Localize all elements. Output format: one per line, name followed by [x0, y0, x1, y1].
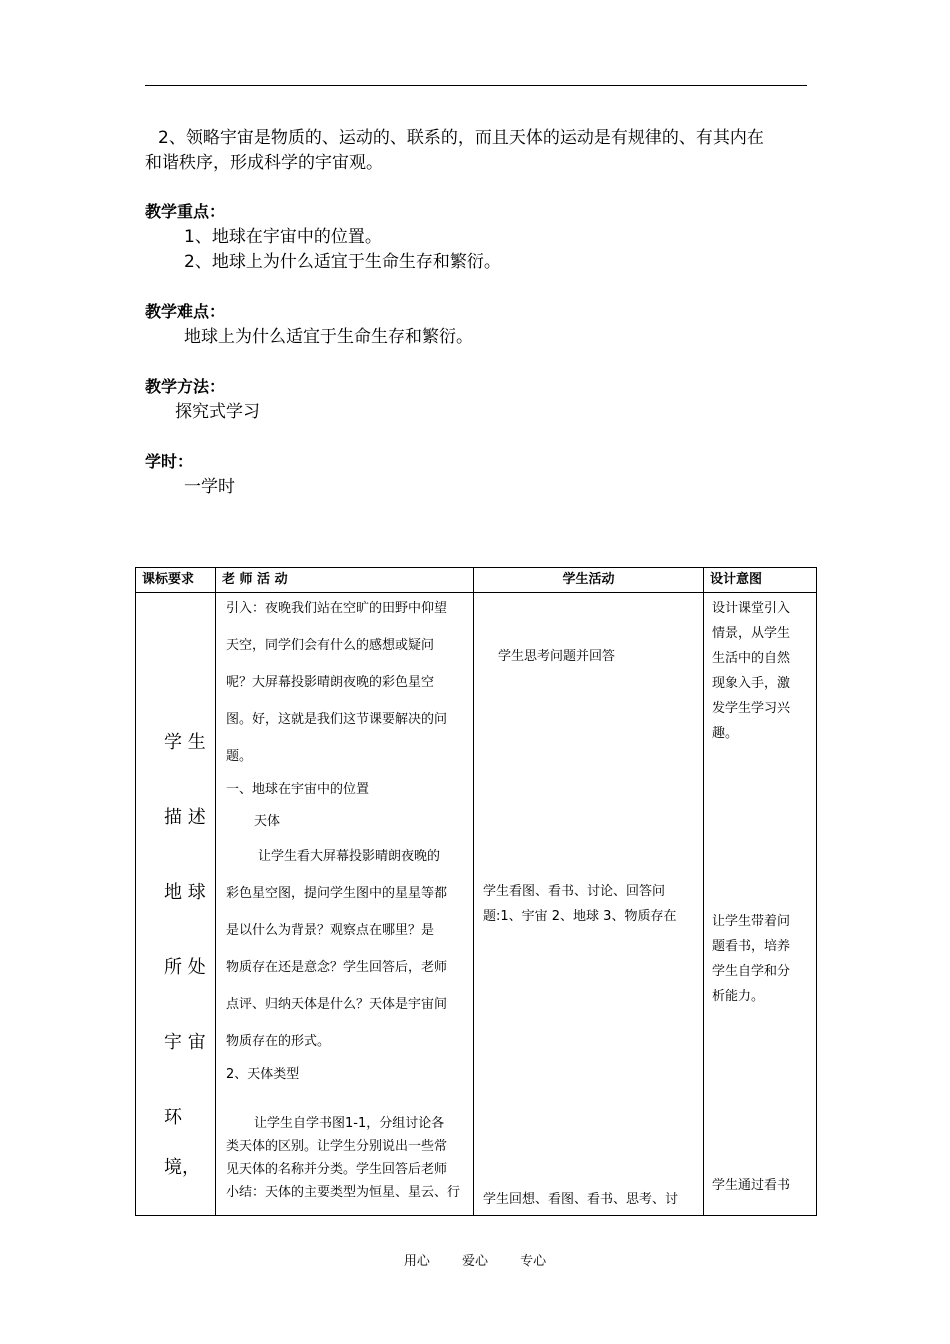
- teacher-line: 图。好，这就是我们这节课要解决的问: [226, 712, 448, 727]
- lesson-plan-table: [135, 567, 817, 1216]
- footer-text: 专心: [520, 1254, 547, 1269]
- student-line: 学生回想、看图、看书、思考、讨: [483, 1192, 679, 1207]
- method-text: 探究式学习: [175, 402, 260, 422]
- design-line: 学生自学和分: [712, 964, 791, 979]
- requirement-line: 境，: [164, 1157, 200, 1178]
- teacher-line: 物质存在的形式。: [226, 1034, 331, 1049]
- teacher-line: 引入：夜晚我们站在空旷的田野中仰望: [226, 601, 448, 616]
- objective-line-2: 和谐秩序，形成科学的宇宙观。: [145, 153, 383, 173]
- teacher-line: 2、天体类型: [226, 1067, 300, 1082]
- key-point-2: 2、地球上为什么适宜于生命生存和繁衍。: [184, 252, 501, 272]
- student-line: 学生看图、看书、讨论、回答问: [483, 884, 666, 899]
- requirement-cell: [136, 593, 216, 1216]
- key-point-1: 1、地球在宇宙中的位置。: [184, 227, 382, 247]
- teacher-line: 一、地球在宇宙中的位置: [226, 782, 370, 797]
- teacher-line: 让学生看大屏幕投影晴朗夜晚的: [258, 849, 441, 864]
- design-line: 析能力。: [712, 989, 765, 1004]
- teacher-line: 彩色星空图，提问学生图中的星星等都: [226, 886, 448, 901]
- hours-text: 一学时: [184, 477, 235, 497]
- teacher-line: 呢？大屏幕投影晴朗夜晚的彩色星空: [226, 675, 435, 690]
- design-line: 学生通过看书: [712, 1178, 791, 1193]
- student-line: 题:1、宇宙 2、地球 3、物质存在: [483, 909, 677, 924]
- teacher-line: 天体: [254, 814, 281, 829]
- table-row: [136, 593, 817, 1216]
- header-requirement: 课标要求: [136, 568, 216, 593]
- requirement-line: 所 处: [164, 957, 206, 978]
- header-student-activity: 学生活动: [474, 568, 704, 593]
- design-line: 题看书，培养: [712, 939, 791, 954]
- teacher-line: 题。: [226, 749, 253, 764]
- header-teacher-activity: 老 师 活 动: [216, 568, 474, 593]
- hours-heading: 学时：: [145, 452, 194, 471]
- student-activity-cell: [474, 593, 704, 1216]
- design-line: 设计课堂引入: [712, 601, 791, 616]
- table-header-row: [136, 568, 817, 593]
- teacher-line: 让学生自学书图1-1，分组讨论各: [254, 1116, 445, 1131]
- design-line: 发学生学习兴: [712, 701, 791, 716]
- footer-text: 用心: [403, 1254, 430, 1269]
- teacher-line: 物质存在还是意念？学生回答后，老师: [226, 960, 448, 975]
- header-rule: [145, 85, 807, 86]
- teacher-line: 点评、归纳天体是什么？天体是宇宙间: [226, 997, 448, 1012]
- requirement-line: 学 生: [164, 732, 206, 753]
- design-line: 趣。: [712, 726, 739, 741]
- objective-line-1: 2、领略宇宙是物质的、运动的、联系的，而且天体的运动是有规律的、有其内在: [158, 128, 764, 148]
- teacher-line: 类天体的区别。让学生分别说出一些常: [226, 1139, 448, 1154]
- page-footer: [0, 1250, 950, 1269]
- method-heading: 教学方法：: [145, 377, 226, 396]
- teacher-line: 见天体的名称并分类。学生回答后老师: [226, 1162, 448, 1177]
- difficulties-text: 地球上为什么适宜于生命生存和繁衍。: [184, 327, 473, 347]
- requirement-line: 环: [164, 1107, 182, 1128]
- teacher-line: 天空，同学们会有什么的感想或疑问: [226, 638, 435, 653]
- student-line: 学生思考问题并回答: [498, 649, 616, 664]
- key-points-heading: 教学重点：: [145, 202, 226, 221]
- footer-text: 爱心: [461, 1254, 488, 1269]
- design-line: 情景，从学生: [712, 626, 791, 641]
- design-line: 让学生带着问: [712, 914, 791, 929]
- design-line: 现象入手，激: [712, 676, 791, 691]
- requirement-line: 描 述: [164, 807, 206, 828]
- difficulties-heading: 教学难点：: [145, 302, 226, 321]
- teacher-activity-cell: [216, 593, 474, 1216]
- teacher-line: 是以什么为背景？观察点在哪里？是: [226, 923, 435, 938]
- design-line: 生活中的自然: [712, 651, 791, 666]
- design-intent-cell: [704, 593, 817, 1216]
- requirement-line: 地 球: [164, 882, 206, 903]
- requirement-line: 宇 宙: [164, 1032, 206, 1053]
- teacher-line: 小结：天体的主要类型为恒星、星云、行: [226, 1185, 461, 1200]
- header-design-intent: 设计意图: [704, 568, 817, 593]
